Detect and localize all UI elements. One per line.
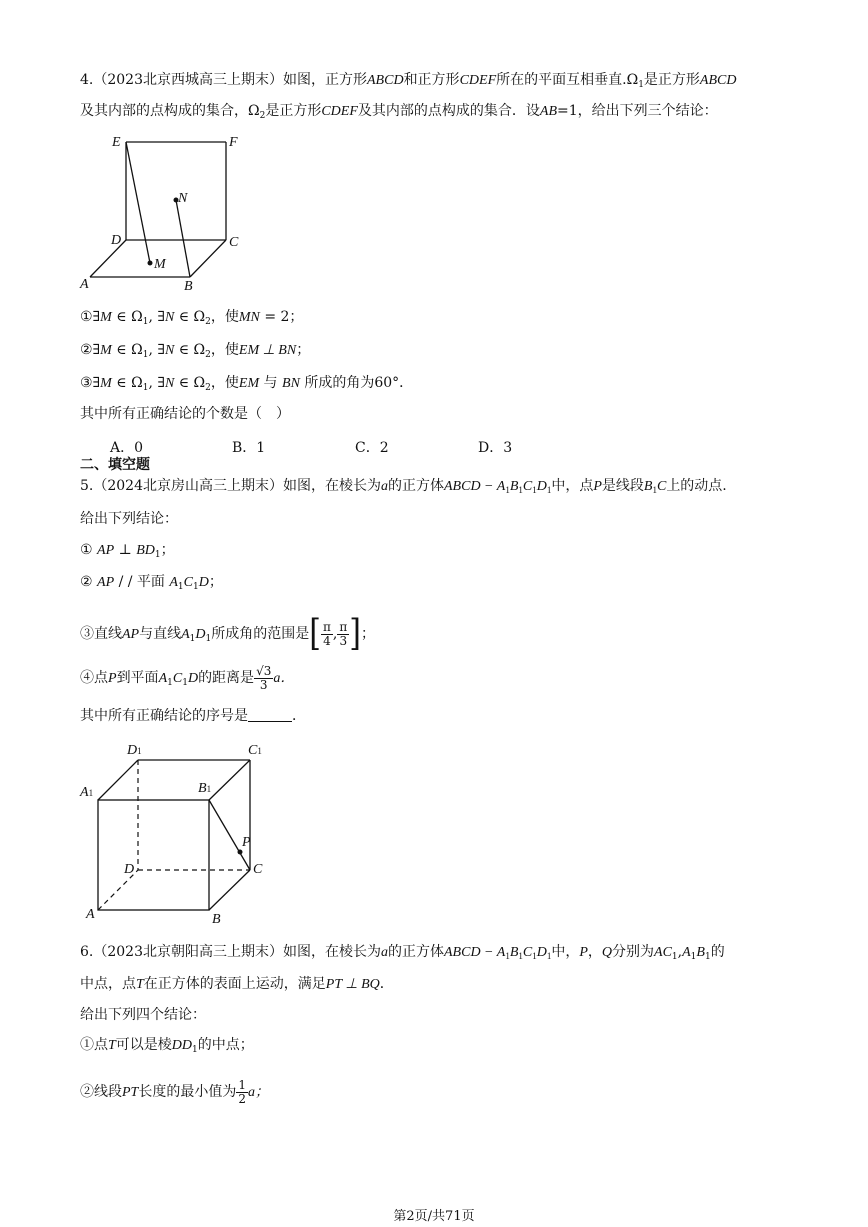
label-D: D bbox=[124, 862, 135, 877]
label-A: A bbox=[80, 277, 89, 292]
label-D1: D1 bbox=[127, 743, 142, 758]
label-F: F bbox=[229, 135, 238, 150]
point-M bbox=[148, 261, 153, 266]
label-B: B bbox=[184, 279, 193, 294]
q5-line-1: 5.（2024北京房山高三上期末）如图，在棱长为a的正方体ABCD − $A_1B_1C_1D_1$中，点P是线段$B_1C$上的动点. bbox=[80, 478, 727, 495]
label-B: B bbox=[212, 912, 221, 925]
section-heading: 二、填空题 bbox=[80, 457, 150, 473]
q6-line-1: 6.（2023北京朝阳高三上期末）如图，在棱长为a的正方体ABCD − $A_1B_1C_1D_1$中，P，Q分别为$AC_1,A_1B_1$的 bbox=[80, 944, 725, 962]
label-N: N bbox=[178, 191, 188, 206]
q4-question: 其中所有正确结论的个数是（ ） bbox=[80, 406, 290, 422]
label-A: A bbox=[86, 907, 95, 922]
q5-conclusion-1: ① AP ⊥ $BD_1$； bbox=[80, 542, 175, 560]
label-C1: C1 bbox=[248, 743, 262, 758]
q5-conclusion-2: ② AP / / 平面 $A_1C_1D$； bbox=[80, 574, 223, 592]
q6-line-3: 给出下列四个结论： bbox=[80, 1007, 206, 1023]
q4-figure bbox=[78, 130, 253, 295]
q5-figure bbox=[78, 740, 278, 925]
q5-question: 其中所有正确结论的序号是 ． bbox=[80, 708, 306, 724]
q6-line-2: 中点，点T在正方体的表面上运动，满足PT ⊥ BQ． bbox=[80, 976, 394, 992]
label-B1: B1 bbox=[198, 781, 212, 796]
page-footer: 第2页/共71页 bbox=[393, 1209, 475, 1224]
answer-blank[interactable] bbox=[248, 707, 292, 722]
label-M: M bbox=[154, 257, 166, 272]
label-A1: A1 bbox=[80, 785, 94, 800]
point-P bbox=[238, 850, 243, 855]
q5-conclusion-3: ③直线AP与直线$A_1D_1$所成角的范围是[ $\frac{\pi}{4}$ , $\frac{\pi}{3}$ ]； bbox=[80, 612, 375, 655]
q4-line-2: 及其内部的点构成的集合，$\Omega_2$是正方形CDEF及其内部的点构成的集合．设AB=1，给出下列三个结论： bbox=[80, 103, 718, 121]
choice-d[interactable]: D．3 bbox=[478, 440, 513, 456]
q4-statement-2: ②∃M ∈ $\Omega_1$, ∃N ∈ $\Omega_2$，使EM ⊥ BN； bbox=[80, 342, 311, 360]
q4-line-1: 4.（2023北京西城高三上期末）如图，正方形ABCD和正方形CDEF所在的平面互相垂直$.\Omega_1$是正方形ABCD bbox=[80, 72, 737, 90]
q4-statement-1: ①∃M ∈ $\Omega_1$, ∃N ∈ $\Omega_2$，使MN = 2； bbox=[80, 309, 304, 327]
q5-line-2: 给出下列结论： bbox=[80, 511, 178, 527]
q6-conclusion-2: ②线段PT长度的最小值为 $\frac{1}{2}$ a； bbox=[80, 1077, 269, 1106]
choice-c[interactable]: C．2 bbox=[355, 440, 389, 456]
label-C: C bbox=[229, 235, 239, 250]
q5-conclusion-4: ④点P到平面$A_1C_1D$的距离是 $\frac{√3}{3}$ a． bbox=[80, 663, 295, 692]
q4-statement-3: ③∃M ∈ $\Omega_1$, ∃N ∈ $\Omega_2$，使EM 与 BN 所成的角为60°． bbox=[80, 375, 414, 393]
label-C: C bbox=[253, 862, 263, 877]
choice-a[interactable]: A．0 bbox=[110, 440, 144, 456]
label-D: D bbox=[111, 233, 122, 248]
q6-conclusion-1: ①点T可以是棱$DD_1$的中点； bbox=[80, 1037, 254, 1055]
label-P: P bbox=[242, 835, 251, 850]
label-E: E bbox=[112, 135, 121, 150]
choice-b[interactable]: B．1 bbox=[232, 440, 266, 456]
